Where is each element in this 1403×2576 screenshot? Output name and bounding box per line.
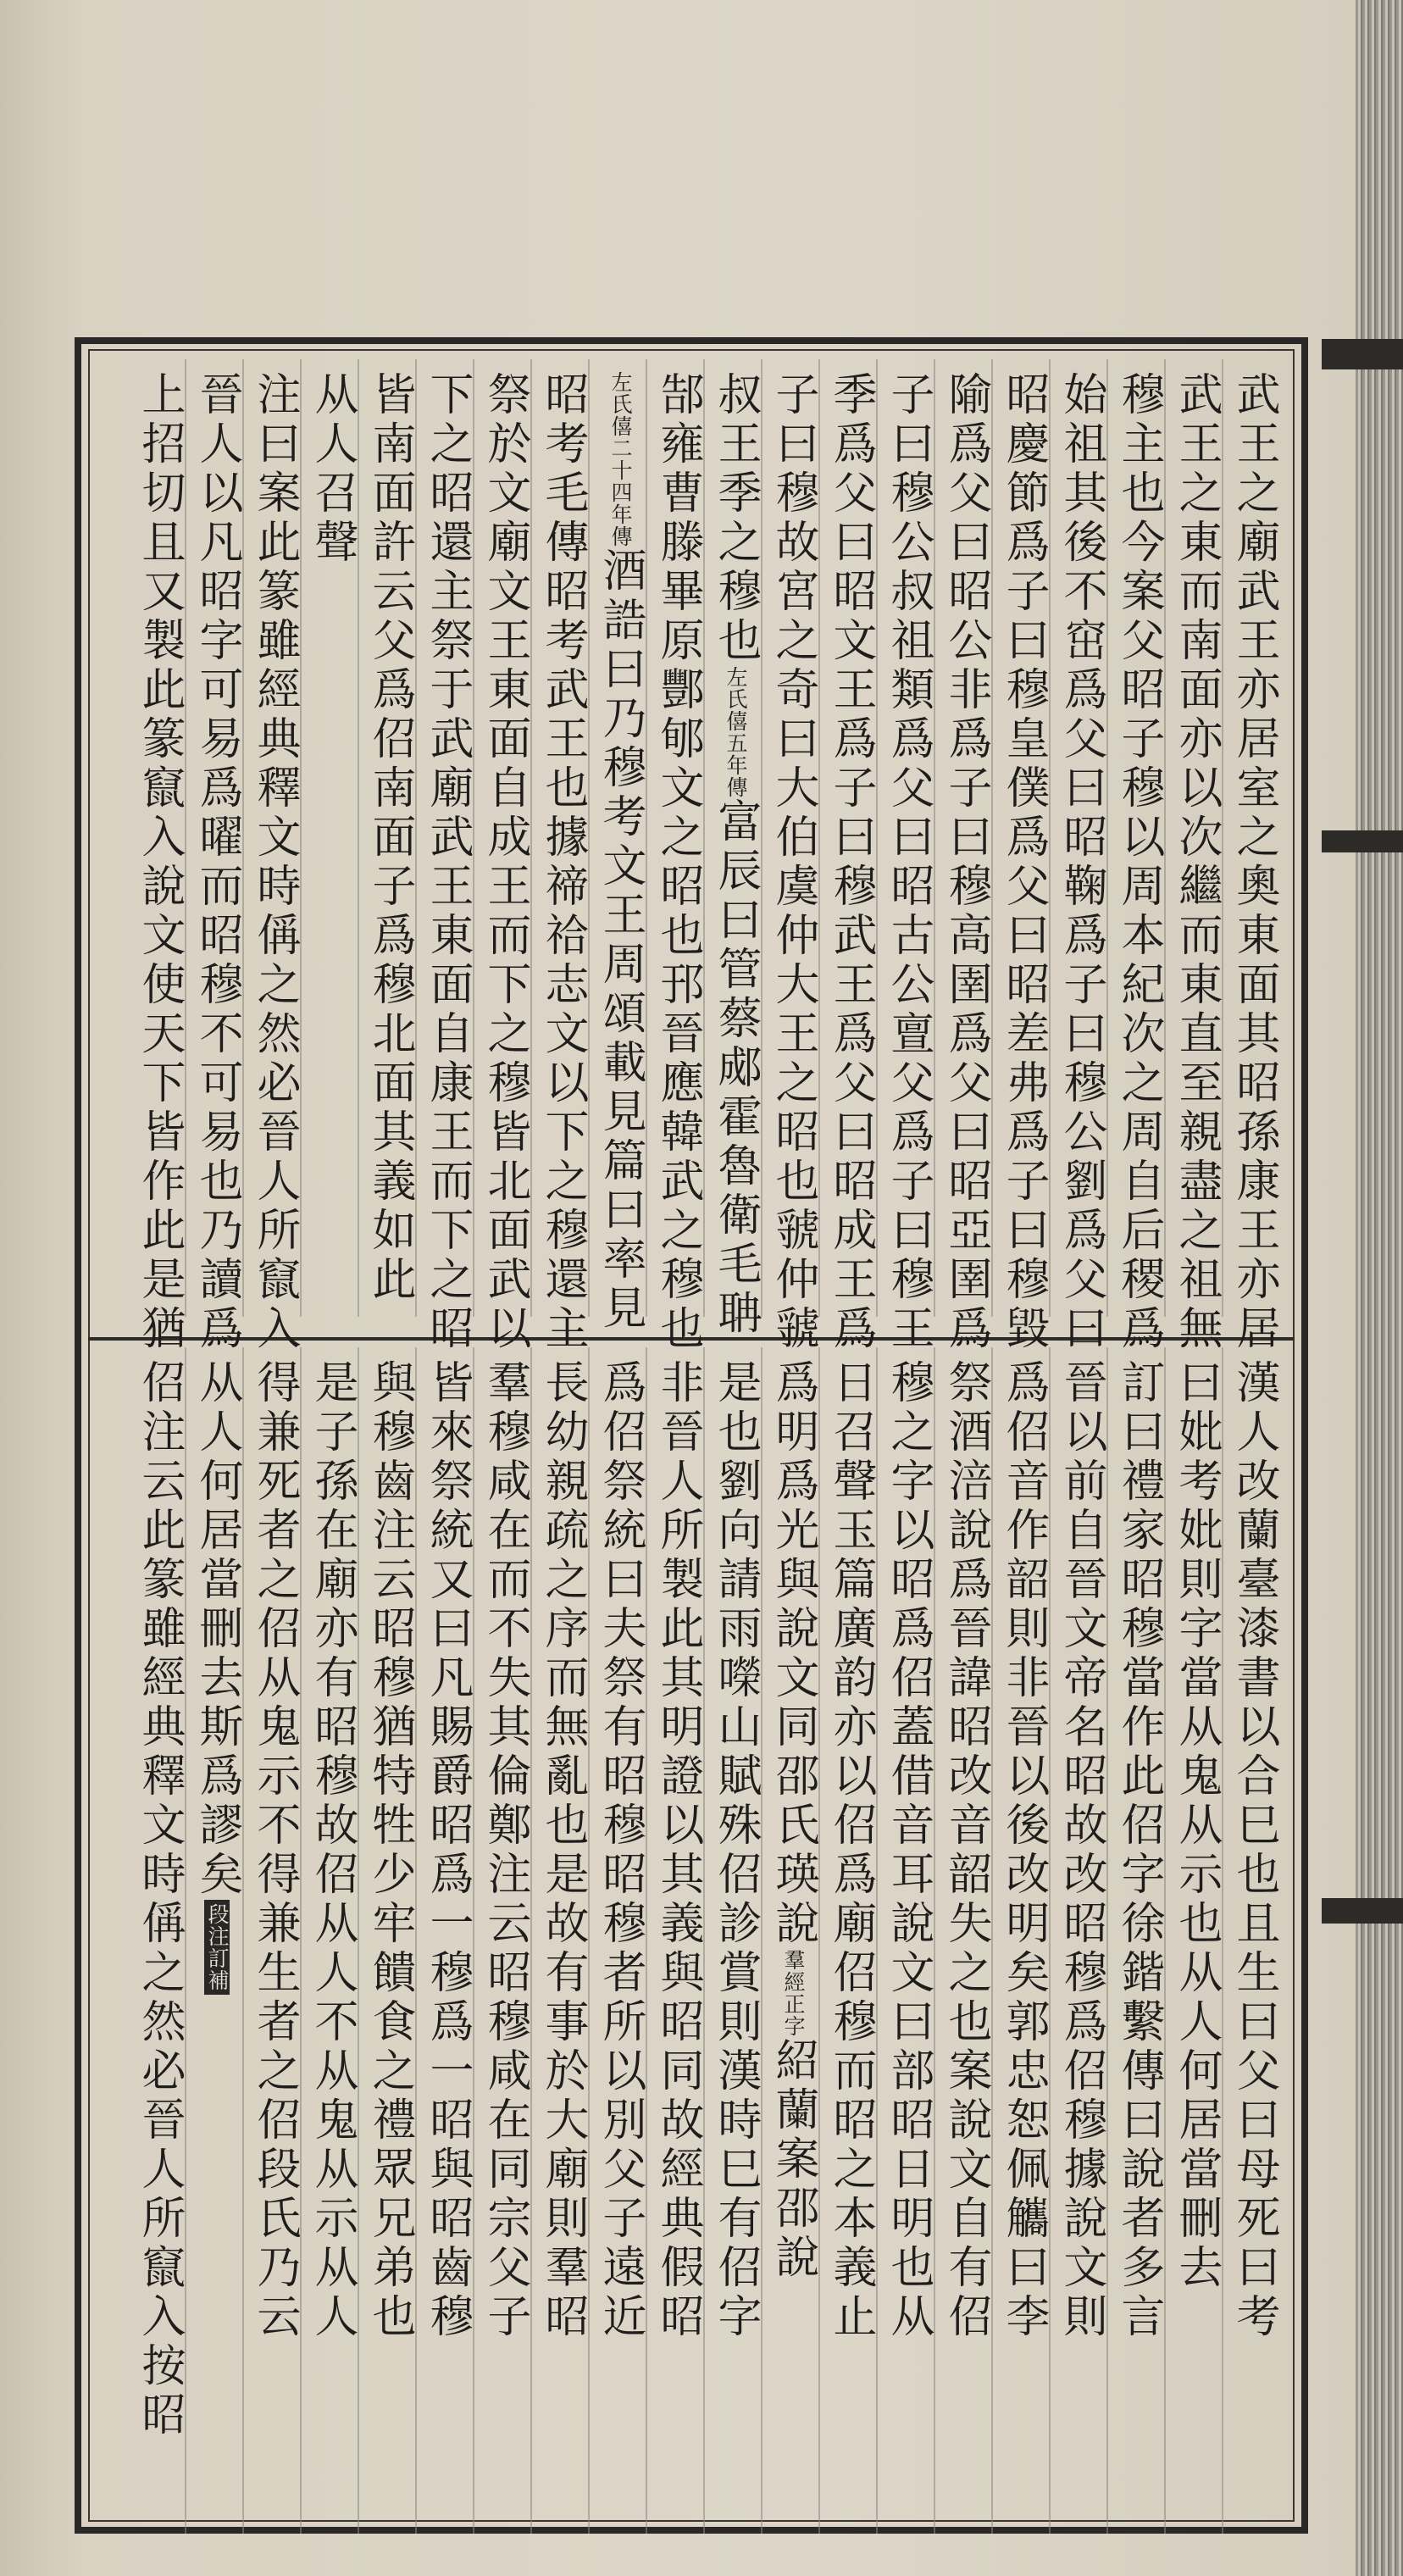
column-text: 从人何居當刪去斯爲謬矣 (191, 1359, 242, 1900)
lower-column: 皆來祭統又曰凡賜爵昭爲一穆爲一昭與昭齒穆 (422, 1359, 473, 2342)
upper-column: 祭於文廟文王東面自成王而下之穆皆北面武以 (480, 371, 530, 1354)
column-rule (1049, 1347, 1051, 2534)
column-rule (530, 1347, 532, 2534)
lower-column: 長幼親疏之序而無亂也是故有事於大廟則羣昭 (537, 1359, 588, 2342)
column-text: 紹蘭案邵說 (768, 2037, 818, 2283)
lower-column: 羣穆咸在而不失其倫鄭注云昭穆咸在同宗父子 (480, 1359, 530, 2342)
column-text: 佋注云此篆雖經典釋文時偁之然必晉人所竄入 (134, 1359, 185, 2342)
upper-column: 皆南面許云父爲佋南面子爲穆北面其義如此 (364, 371, 415, 1305)
column-rule (588, 1347, 590, 2534)
column-rule (1222, 1347, 1223, 2534)
column-rule (358, 1347, 359, 2534)
column-rule (1106, 1347, 1108, 2534)
column-rule (703, 359, 705, 1317)
column-rule (588, 359, 590, 1317)
upper-column: 郜雍曹滕畢原酆郇文之昭也邘晉應韓武之穆也 (652, 371, 703, 1354)
lower-column (134, 1359, 185, 2440)
lower-column: 非晉人所製此其明證以其義與昭同故經典假昭 (652, 1359, 703, 2342)
upper-column: 子曰穆故宮之奇曰大伯虞仲大王之昭也虢仲虢 (768, 371, 818, 1354)
lower-column: 訂曰禮家昭穆當作此佋字徐鍇繫傳曰說者多言 (1113, 1359, 1164, 2342)
interlinear-note: 左氏僖五年傳 (724, 666, 748, 798)
column-rule (415, 1347, 417, 2534)
lower-column: 穆之字以昭爲佋蓋借音耳說文曰部昭日明也从 (883, 1359, 934, 2342)
column-rule (473, 359, 474, 1317)
column-rule (876, 1347, 878, 2534)
interlinear-note: 左氏僖二十四年傳 (608, 371, 633, 547)
column-rule (530, 359, 532, 1317)
page-edge-tab (1322, 1898, 1403, 1924)
upper-column: 隃爲父曰昭公非爲子曰穆高圉爲父曰昭亞圉爲 (940, 371, 991, 1354)
column-rule (991, 359, 993, 1317)
column-rule (1164, 359, 1166, 1317)
column-text: 富辰曰管蔡郕霍魯衛毛聃 (710, 798, 761, 1339)
upper-column: 穆主也今案父昭子穆以周本紀次之周自后稷爲 (1113, 371, 1164, 1354)
lower-column: 爲佋音作韶則非晉以後改明矣郭忠恕佩觿曰李 (998, 1359, 1049, 2342)
column-rule (934, 1347, 935, 2534)
lower-column: 祭酒涪說爲晉諱昭改音韶失之也案說文自有佋 (940, 1359, 991, 2342)
column-rule (876, 359, 878, 1317)
lower-column: 曰妣考妣則字當从鬼从示也从人何居當刪去 (1171, 1359, 1222, 2293)
upper-column: 始祖其後不窋爲父曰昭鞠爲子曰穆公劉爲父曰 (1056, 371, 1106, 1354)
interlinear-note: 羣經正字 (781, 1949, 806, 2037)
column-rule (1222, 359, 1223, 1317)
column-rule (300, 1347, 302, 2534)
column-rule (473, 1347, 474, 2534)
column-text: 酒誥曰乃穆考文王周頌載見篇曰率見 (595, 547, 646, 1334)
column-rule (1164, 1347, 1166, 2534)
lower-column: 漢人改蘭臺漆書以合巳也且生曰父曰母死曰考 (1228, 1359, 1279, 2342)
column-rule (818, 359, 820, 1317)
column-rule (300, 359, 302, 1317)
upper-column: 季爲父曰昭文王爲子曰穆武王爲父曰昭成王爲 (825, 371, 876, 1354)
column-rule (242, 1347, 244, 2534)
source-tag: 段注訂補 (204, 1900, 230, 1995)
column-rule (934, 359, 935, 1317)
column-rule (1049, 359, 1051, 1317)
upper-column: 子曰穆公叔祖類爲父曰昭古公亶父爲子曰穆王 (883, 371, 934, 1354)
lower-column: 是也劉向請雨㘇山賦殊佋診賞則漢時巳有佋字 (710, 1359, 761, 2342)
page-edge (1356, 0, 1403, 2576)
column-rule (703, 1347, 705, 2534)
upper-column (595, 371, 646, 1334)
column-rule (185, 1347, 186, 2534)
page-edge-tab (1322, 339, 1403, 369)
upper-column: 武王之東而南面亦以次繼而東直至親盡之祖無 (1171, 371, 1222, 1354)
upper-column: 上招切且又製此篆竄入說文使天下皆作此是猶 (134, 371, 185, 1354)
lower-column: 晉以前自晉文帝名昭故改昭穆爲佋穆據說文則 (1056, 1359, 1106, 2342)
column-rule (358, 359, 359, 1317)
column-rule (761, 1347, 762, 2534)
column-rule (818, 1347, 820, 2534)
upper-column: 武王之廟武王亦居室之奧東面其昭孫康王亦居 (1228, 371, 1279, 1354)
lower-column: 與穆齒注云昭穆猶特牲少牢饋食之禮眾兄弟也 (364, 1359, 415, 2342)
upper-column: 从人召聲 (307, 371, 358, 568)
lower-column (768, 1359, 818, 2283)
column-rule (646, 1347, 647, 2534)
column-rule (242, 359, 244, 1317)
column-text: 叔王季之穆也 (710, 371, 761, 666)
page-edge-tab (1322, 830, 1403, 852)
lower-column: 是子孫在廟亦有昭穆故佋从人不从鬼从示从人 (307, 1359, 358, 2342)
upper-column: 注曰案此篆雖經典釋文時偁之然必晉人所竄入 (249, 371, 300, 1354)
upper-column: 昭慶節爲子曰穆皇僕爲父曰昭差弗爲子曰穆毀 (998, 371, 1049, 1354)
column-text: 爲明爲光與說文同邵氏瑛說 (768, 1359, 818, 1949)
column-rule (761, 359, 762, 1317)
column-rule (1106, 359, 1108, 1317)
upper-column: 下之昭還主祭于武廟武王東面自康王而下之昭 (422, 371, 473, 1354)
upper-column (710, 371, 761, 1339)
column-rule (415, 359, 417, 1317)
lower-column: 爲佋祭統曰夫祭有昭穆昭穆者所以別父子遠近 (595, 1359, 646, 2342)
column-rule (991, 1347, 993, 2534)
lower-column (191, 1359, 242, 1995)
column-text: 按昭 (134, 2342, 185, 2440)
upper-column: 晉人以凡昭字可易爲曜而昭穆不可易也乃讀爲 (191, 371, 242, 1354)
lower-column: 得兼死者之佋从鬼示不得兼生者之佋段氏乃云 (249, 1359, 300, 2342)
lower-column: 日召聲玉篇廣韵亦以佋爲廟佋穆而昭之本義止 (825, 1359, 876, 2342)
column-rule (185, 359, 186, 1317)
upper-column: 昭考毛傳昭考武王也據禘祫志文以下之穆還主 (537, 371, 588, 1354)
column-rule (646, 359, 647, 1317)
